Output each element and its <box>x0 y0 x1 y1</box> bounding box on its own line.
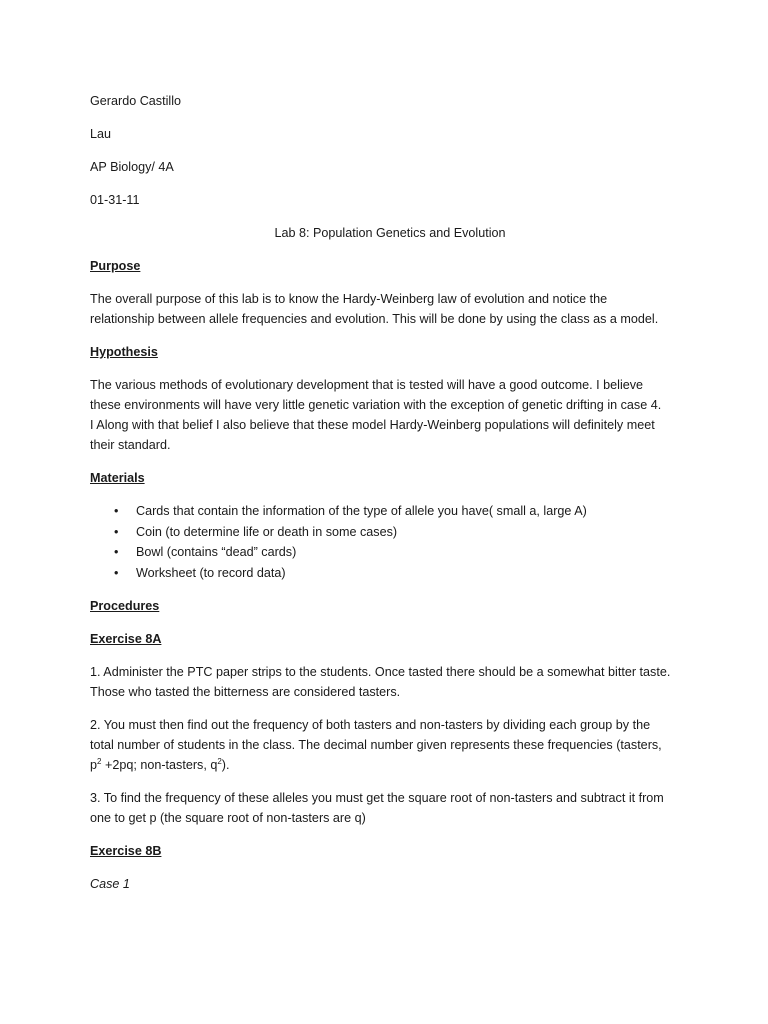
purpose-heading: Purpose <box>90 259 141 273</box>
material-text: Coin (to determine life or death in some cases) <box>136 524 398 539</box>
list-item <box>90 563 690 584</box>
hypothesis-line: I Along with that belief I also believe that these model Hardy-Weinberg populations will definitely meet <box>90 418 655 432</box>
superscript: 2 <box>217 756 222 766</box>
document-body <box>90 91 690 894</box>
list-item <box>90 522 690 543</box>
exercise-8a-heading: Exercise 8A <box>90 632 162 646</box>
step-line: total number of students in the class. The decimal number given represents these frequencies (tasters, <box>90 738 662 752</box>
hypothesis-heading: Hypothesis <box>90 345 158 359</box>
procedure-step-2 <box>90 715 690 775</box>
bullet-icon: • <box>114 545 119 559</box>
class-name: AP Biology/ 4A <box>90 160 174 174</box>
bullet-icon: • <box>114 524 119 539</box>
teacher-name: Lau <box>90 127 112 141</box>
procedures-heading: Procedures <box>90 599 160 613</box>
step-line: Those who tasted the bitterness are considered tasters. <box>90 685 401 699</box>
materials-list <box>90 501 690 583</box>
superscript: 2 <box>97 756 102 766</box>
hypothesis-line: these environments will have very little genetic variation with the exception of genetic drifting in case 4. <box>90 398 662 412</box>
formula-p: p <box>90 758 98 772</box>
purpose-paragraph <box>90 289 690 329</box>
list-item <box>90 542 690 563</box>
purpose-line: relationship between allele frequencies and evolution. This will be done by using the class as a model. <box>90 312 659 326</box>
step-line-formula <box>90 755 690 775</box>
student-name: Gerardo Castillo <box>90 94 181 108</box>
date: 01-31-11 <box>90 193 140 207</box>
procedure-step-3 <box>90 788 690 828</box>
step-line: 2. You must then find out the frequency of both tasters and non-tasters by dividing each group by the <box>90 718 651 732</box>
hypothesis-paragraph <box>90 375 690 455</box>
bullet-icon: • <box>114 504 119 518</box>
step-line: one to get p (the square root of non-tasters are q) <box>90 811 366 825</box>
exercise-8b-heading: Exercise 8B <box>90 844 162 858</box>
material-text: Cards that contain the information of the type of allele you have( small a, large A) <box>136 504 587 518</box>
bullet-icon: • <box>114 565 119 580</box>
lab-title: Lab 8: Population Genetics and Evolution <box>274 226 506 240</box>
hypothesis-line: The various methods of evolutionary development that is tested will have a good outcome. I believe <box>90 378 644 392</box>
case-label: Case 1 <box>90 877 130 891</box>
formula-mid: +2pq; non-tasters, q <box>101 758 218 772</box>
step-line: 1. Administer the PTC paper strips to the students. Once tasted there should be a somewhat bitter taste. <box>90 665 671 679</box>
material-text: Bowl (contains “dead” cards) <box>136 545 297 559</box>
material-text: Worksheet (to record data) <box>136 565 286 580</box>
step-line: 3. To find the frequency of these alleles you must get the square root of non-tasters and subtract it from <box>90 791 664 805</box>
purpose-line: The overall purpose of this lab is to know the Hardy-Weinberg law of evolution and notice the <box>90 292 608 306</box>
formula-end: ). <box>221 758 230 772</box>
list-item <box>90 501 690 522</box>
hypothesis-line: their standard. <box>90 438 171 452</box>
materials-heading: Materials <box>90 471 145 485</box>
procedure-step-1 <box>90 662 690 702</box>
